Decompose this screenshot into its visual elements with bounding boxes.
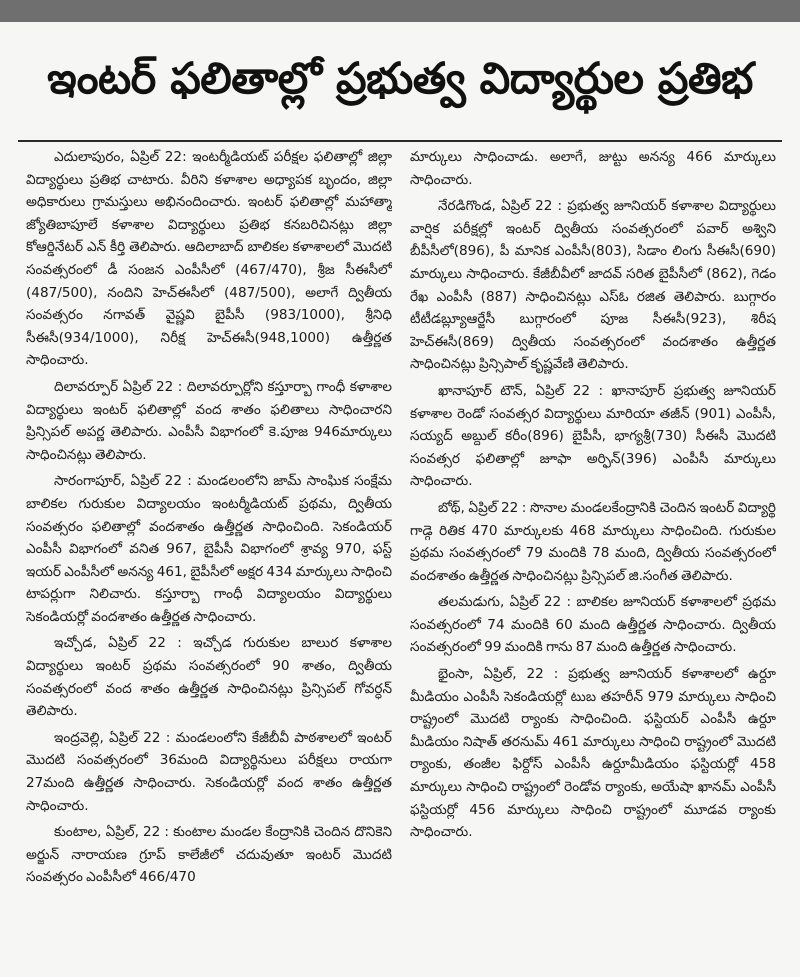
paragraph-kuntala: కుంటాల, ఏప్రిల్, 22 : కుంటాల మండల కేంద్రానికి చెందిన దొనికెని అర్జున్ నారాయణ గ్రూప్ కాలేజీలో చదువుతూ ఇంటర్ మొదటి సంవత్సరం ఎంపీసీలో 466/470: [26, 824, 392, 886]
paragraph-ichoda: ఇచ్చోడ, ఏప్రిల్ 22 : ఇచ్చోడ గురుకుల బాలుర కళాశాల విద్యార్థులు ఇంటర్ ప్రథమ సంవత్సరంలో 90 శాతం, ద్వితీయ సంవత్సరంలో వంద శాతం ఉత్తీర్ణత సాధించినట్లు ప్రిన్సిపల్ గోవర్ధన్ తెలిపారు.: [26, 635, 392, 720]
paragraph-khanapur: ఖానాపూర్ టౌన్, ఏప్రిల్ 22 : ఖానాపూర్ ప్రభుత్వ జూనియర్ కళాశాల రెండో సంవత్సర విద్యార్థులు మారియా తజీన్ (901) ఎంపీసీ, సయ్యద్ అబ్దుల్ కరీం(896) బైపీసీ, భాగ్యశ్రీ(730) సీఈసీ మొదటి సంవత్సర ఫలితాల్లో జూఫా అర్ఫిన్(396) ఎంపీసీ మార్కులు సాధించారు.: [410, 382, 776, 490]
paragraph-bhainsa: భైంసా, ఏప్రిల్, 22 : ప్రభుత్వ జూనియర్ కళాశాలలో ఉర్దూ మీడియం ఎంపీసీ సెకండియర్లో టుబ తహరీన్ 979 మార్కులు సాధించి రాష్ట్రంలో మొదటి ర్యాంకు సాధించింది. ఫస్టియర్ ఎంపీసీ ఉర్దూ మీడియం నిషాత్ తరనుమ్ 461 మార్కులు సాధించి రాష్ట్రంలో మొదటి ర్యాంకు, తంజీల ఫిర్దోస్ ఎంపీసీ ఉర్దూమీడియం ఫస్టియర్లో 458 మార్కులు సాధించి రాష్ట్రంలో రెండోవ ర్యాంకు, అయేషా ఖానమ్ ఎంపీసీ ఫస్టియర్లో 456 మార్కులు సాధించి రాష్ట్రంలో మూడవ ర్యాంకు సాధించారు.: [410, 666, 776, 841]
paragraph-indravelli: ఇంద్రవెల్లి, ఏప్రిల్ 22 : మండలంలోని కేజీబీవీ పాఠశాలలో ఇంటర్ మొదటి సంవత్సరంలో 36మంది విద్యార్థినులు పరీక్షలు రాయగా 27మంది ఉత్తీర్ణత సాధించారు. సెకండియర్లో వంద శాతం ఉత్తీర్ణత సాధించారు.: [26, 729, 392, 814]
paragraph-dilawarpur: దిలావర్పూర్ ఏప్రిల్ 22 : దిలావర్పూర్లోని కస్తూర్బా గాంధీ కళాశాల విద్యార్థులు ఇంటర్ ఫలితాల్లో వంద శాతం ఫలితాలు సాధించారని ప్రిన్సిపల్ అపర్ణ తెలిపారు. ఎంపీసీ విభాగంలో కె.పూజ 946మార్కులు సాధించినట్లు తెలిపారు.: [26, 378, 392, 463]
headline: ఇంటర్ ఫలితాల్లో ప్రభుత్వ విద్యార్థుల ప్రతిభ: [47, 54, 753, 104]
column-right: [410, 146, 776, 977]
paragraph-edulapuram: ఎదులాపురం, ఏప్రిల్ 22: ఇంటర్మీడియట్ పరీక్షల ఫలితాల్లో జిల్లా విద్యార్థులు ప్రతిభ చాటారు. వీరిని కళాశాల అధ్యాపక బృందం, జిల్లా అధికారులు గ్రామస్తులు అభినందించారు. ఇంటర్ ఫలితాల్లో మహాత్మా జ్యోతిబాపూలే కళాశాల విద్యార్థులు ప్రతిభ కనబరిచినట్లు జిల్లా కోఆర్డినేటర్ ఎన్ కీర్తి తెలిపారు. ఆదిలాబాద్ బాలికల కళాశాలలో మొదటి సంవత్సరంలో డీ సంజన ఎంపీసీలో (467/470), శ్రీజ సీఈసీలో (487/500), నందిని హెచ్ఈసీలో (487/500), అలాగే ద్వితీయ సంవత్సరం నగావత్ వైష్ణవి బైపీసీ (983/1000), శ్రీనిధి సీఈసీ(934/1000), నిరీక్ష హెచ్ఈసీ(948,1000) ఉత్తీర్ణత సాధించారు.: [26, 149, 392, 369]
paragraph-kuntala-continued: మార్కులు సాధించాడు. అలాగే, జుట్టు అనన్య 466 మార్కులు సాధించారు.: [410, 149, 776, 188]
paragraph-sarangapur: సారంగాపూర్, ఏప్రిల్ 22 : మండలంలోని జామ్ సాంఘిక సంక్షేమ బాలికల గురుకుల విద్యాలయం ఇంటర్మీడియట్ ప్రథమ, ద్వితీయ సంవత్సరం ఫలితాల్లో వందశాతం ఉత్తీర్ణత సాధించింది. సెకండియర్ ఎంపీసీ విభాగంలో వనిత 967, బైపీసీ విభాగంలో శ్రావ్య 970, ఫస్ట్ ఇయర్ ఎంపీసీలో అనన్య 461, బైపీసీలో అక్షర 434 మార్కులు సాధించి టాపర్లుగా నిలిచారు. కస్తూర్బా గాంధీ విద్యాలయం విద్యార్థులు సెకండియర్లో వందశాతం ఉత్తీర్ణత సాధించారు.: [26, 473, 392, 625]
top-bar: [0, 0, 800, 22]
headline-rule: [18, 140, 782, 142]
paragraph-boath: బోథ్, ఏప్రిల్ 22 : సొనాల మండలకేంద్రానికి చెందిన ఇంటర్ విద్యార్థి గాడ్గె రితిక 470 మార్కులకు 468 మార్కులు సాధించింది. గురుకుల ప్రథమ సంవత్సరంలో 79 మందికి 78 మంది, ద్వితీయ సంవత్సరంలో వందశాతం ఉత్తీర్ణత సాధించినట్లు ప్రిన్సిపల్ జి.సంగీత తెలిపారు.: [410, 499, 776, 584]
article-body: [26, 146, 776, 977]
newspaper-clipping: [0, 22, 800, 977]
paragraph-talamadugu: తలమడుగు, ఏప్రిల్ 22 : బాలికల జూనియర్ కళాశాలలో ప్రథమ సంవత్సరంలో 74 మందికి 60 మంది ఉత్తీర్ణత సాధించారు. ద్వితీయ సంవత్సరంలో 99 మందికి గాను 87 మంది ఉత్తీర్ణత సాధించారు.: [410, 594, 776, 656]
column-left: [26, 146, 392, 977]
paragraph-neradigonda: నేరడిగొండ, ఏప్రిల్ 22 : ప్రభుత్వ జూనియర్ కళాశాల విద్యార్థులు వార్షిక పరీక్షల్లో ఇంటర్ ద్వితీయ సంవత్సరంలో పవార్ అశ్విని బీపీసీలో(896), పీ మానిక ఎంపీసీ(803), సిడాం లింగు సీఈసీ(690) మార్కులు సాధించారు. కేజీబీవీలో జాదవ్ సరిత బైపీసీలో (862), గెడం రేఖ ఎంపీసీ (887) సాధించినట్లు ఎస్ఓ రజిత తెలిపారు. బుగ్గారం టీటీడబ్ల్యూఆర్జేసీ బుగ్గారంలో పూజ సీఈసీ(923), శిరీష హెచ్ఈసీ(869) ద్వితీయ సంవత్సరంలో వందశాతం ఉత్తీర్ణత సాధించినట్లు ప్రిన్సిపాల్ కృష్ణవేణి తెలిపారు.: [410, 198, 776, 373]
